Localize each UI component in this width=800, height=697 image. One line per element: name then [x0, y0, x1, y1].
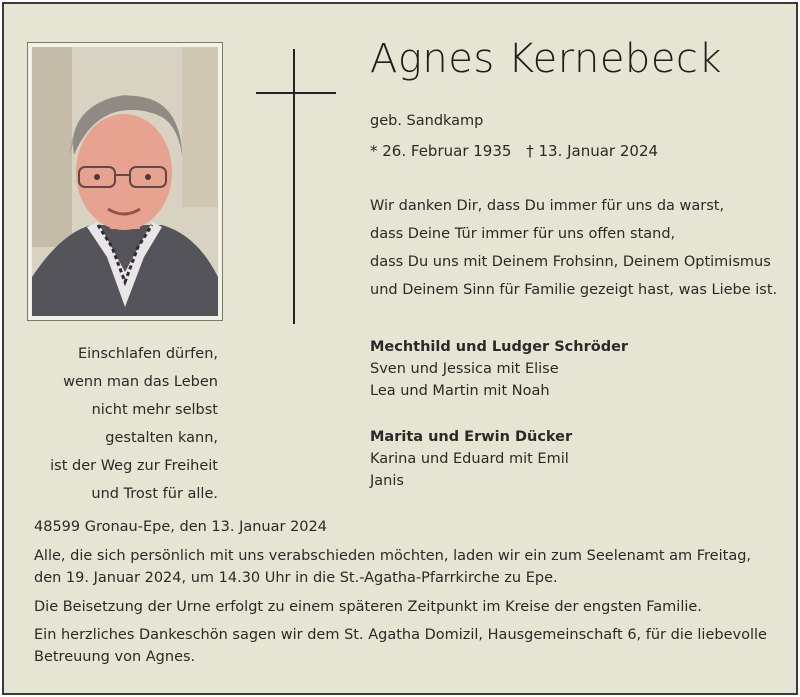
service-line: den 19. Januar 2024, um 14.30 Uhr in die St.-Agatha-Pfarrkirche zu Epe. — [34, 570, 558, 586]
place-date — [34, 516, 327, 538]
life-dates — [370, 142, 668, 160]
dedication-text — [370, 192, 777, 304]
maiden-name: geb. Sandkamp — [370, 113, 484, 129]
poem-line: nicht mehr selbst — [91, 402, 218, 418]
family-head: Marita und Erwin Dücker — [370, 429, 573, 445]
obituary-card — [2, 2, 798, 695]
portrait-frame — [27, 42, 223, 321]
poem — [50, 340, 218, 508]
deceased-name: Agnes Kernebeck — [370, 36, 723, 82]
thanks-notice — [34, 624, 767, 668]
dedication-line: und Deinem Sinn für Familie gezeigt hast, was Liebe ist. — [370, 282, 778, 298]
burial-line: Die Beisetzung der Urne erfolgt zu einem späteren Zeitpunkt im Kreise der engsten Familie. — [34, 599, 702, 615]
dedication-line: dass Deine Tür immer für uns offen stand, — [370, 226, 676, 242]
family-group-duecker — [370, 426, 572, 492]
poem-line: gestalten kann, — [105, 430, 218, 446]
poem-line: ist der Weg zur Freiheit — [50, 458, 218, 474]
family-member: Janis — [370, 473, 404, 489]
portrait-photo — [32, 47, 218, 316]
cross-horizontal — [256, 92, 336, 94]
poem-line: Einschlafen dürfen, — [77, 346, 218, 362]
service-line: Alle, die sich persönlich mit uns verabschieden möchten, laden wir ein zum Seelenamt am Freitag, — [34, 548, 752, 564]
burial-notice — [34, 596, 702, 618]
poem-line: und Trost für alle. — [91, 486, 218, 502]
family-member: Lea und Martin mit Noah — [370, 383, 550, 399]
death-date: † 13. Januar 2024 — [526, 142, 659, 160]
portrait-illustration — [32, 47, 218, 316]
family-head: Mechthild und Ludger Schröder — [370, 339, 629, 355]
family-member: Sven und Jessica mit Elise — [370, 361, 559, 377]
service-notice — [34, 545, 751, 589]
place-date-text: 48599 Gronau-Epe, den 13. Januar 2024 — [34, 519, 327, 535]
thanks-line: Ein herzliches Dankeschön sagen wir dem St. Agatha Domizil, Hausgemeinschaft 6, für die liebevolle — [34, 627, 767, 643]
dedication-line: dass Du uns mit Deinem Frohsinn, Deinem Optimismus — [370, 254, 771, 270]
family-member: Karina und Eduard mit Emil — [370, 451, 569, 467]
birth-date: * 26. Februar 1935 — [370, 142, 512, 160]
poem-line: wenn man das Leben — [63, 374, 218, 390]
dedication-line: Wir danken Dir, dass Du immer für uns da warst, — [370, 198, 725, 214]
cross-vertical — [293, 49, 295, 324]
thanks-line: Betreuung von Agnes. — [34, 649, 196, 665]
family-group-schroeder — [370, 336, 628, 402]
